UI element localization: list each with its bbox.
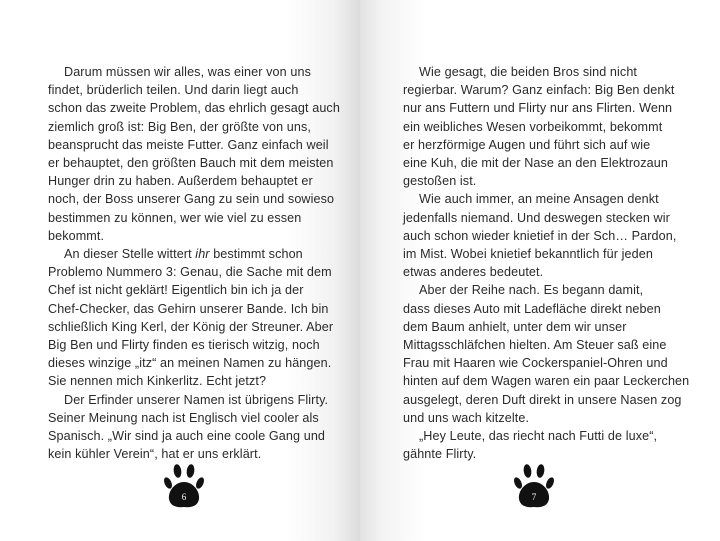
text-line: im Mist. Wobei knietief bekanntlich für jeden	[403, 247, 653, 262]
text-line: er herzförmige Augen und führt sich auf wie	[403, 137, 651, 152]
text-line: schon das zweite Problem, das ehrlich gesagt auch	[48, 101, 340, 116]
text-line: Wie gesagt, die beiden Bros sind nicht	[419, 65, 638, 79]
text-line: noch, der Boss unserer Gang zu sein und sowieso	[48, 192, 335, 207]
text-line: Spanisch. „Wir sind ja auch eine coole Gang und	[48, 429, 326, 444]
text-line: bekommt.	[48, 228, 105, 243]
right-page	[360, 0, 720, 541]
text-line: Big Ben und Flirty finden es tierisch witzig, noch	[48, 338, 320, 353]
right-page-text	[403, 63, 693, 463]
text-line: beansprucht das meiste Futter. Ganz einfach weil	[48, 137, 329, 152]
text-line: Hunger drin zu haben. Außerdem behauptet er	[48, 174, 313, 189]
text-line: er behauptet, den größten Bauch mit dem meisten	[48, 156, 334, 171]
page-number: 6	[181, 492, 187, 502]
text-line: schließlich King Kerl, der König der Streuner. Aber	[48, 319, 334, 334]
text-line: Darum müssen wir alles, was einer von uns	[64, 65, 311, 79]
text-line: jedenfalls niemand. Und deswegen stecken wir	[403, 210, 670, 225]
text-line: etwas anderes bedeutet.	[403, 265, 544, 280]
text-line: findet, brüderlich teilen. Und darin liegt auch	[48, 83, 299, 98]
text-line: bestimmen zu können, wer wie viel zu essen	[48, 210, 302, 225]
text-line: Sie nennen mich Kinkerlitz. Echt jetzt?	[48, 374, 267, 389]
text-line: Frau mit Haaren wie Cockerspaniel-Ohren und	[403, 356, 668, 371]
text-line: dass dieses Auto mit Ladefläche direkt neben	[403, 301, 661, 316]
text-line: Der Erfinder unserer Namen ist übrigens Flirty.	[64, 392, 329, 407]
text-line-with-emphasis	[48, 245, 338, 263]
text-line: Chef ist nicht geklärt! Eigentlich bin ich ja der	[48, 283, 304, 298]
text-line: Wie auch immer, an meine Ansagen denkt	[419, 192, 659, 207]
text-line: Mittagsschläfchen hielten. Am Steuer saß eine	[403, 338, 667, 353]
text-line: ein weibliches Wesen vorbeikommt, bekommt	[403, 119, 663, 134]
text-line: „Hey Leute, das riecht nach Futti de luxe“,	[419, 429, 658, 444]
text-line: eine Kuh, die mit der Nase an den Elektrozaun	[403, 156, 668, 171]
emphasized-word: ihr	[195, 247, 210, 262]
text-line: und uns wach kitzelte.	[403, 410, 530, 425]
text-line: auch schon wieder knietief in der Sch… Pardon,	[403, 228, 677, 243]
left-page-text	[48, 63, 338, 463]
text-line: Chef-Checker, das Gehirn unserer Bande. Ich bin	[48, 301, 329, 316]
text-segment: bestimmt schon	[209, 247, 303, 262]
text-line: ziemlich groß ist: Big Ben, der größte von uns,	[48, 119, 311, 134]
text-line: kein kühler Verein“, hat er uns erklärt.	[48, 447, 262, 462]
paw-print-icon	[512, 462, 556, 510]
paw-print-icon	[162, 462, 206, 510]
text-line: Problemo Nummero 3: Genau, die Sache mit dem	[48, 265, 332, 280]
text-line: gähnte Flirty.	[403, 447, 477, 462]
text-line: nur ans Futtern und Flirty nur ans Flirten. Wenn	[403, 101, 673, 116]
text-line: Seiner Meinung nach ist Englisch viel cooler als	[48, 410, 319, 425]
text-line: dieses winzige „itz“ an meinen Namen zu hängen.	[48, 356, 332, 371]
text-line: hinten auf dem Wagen waren ein paar Leckerchen	[403, 374, 690, 389]
text-line: gestoßen ist.	[403, 174, 477, 189]
text-line: dem Baum anhielt, unter dem wir unser	[403, 319, 627, 334]
text-segment: An dieser Stelle wittert	[64, 247, 196, 262]
text-line: regierbar. Warum? Ganz einfach: Big Ben denkt	[403, 83, 675, 98]
text-line: ausgelegt, deren Duft direkt in unsere Nasen zog	[403, 392, 682, 407]
text-line: Aber der Reihe nach. Es begann damit,	[419, 283, 644, 298]
page-number: 7	[531, 492, 537, 502]
